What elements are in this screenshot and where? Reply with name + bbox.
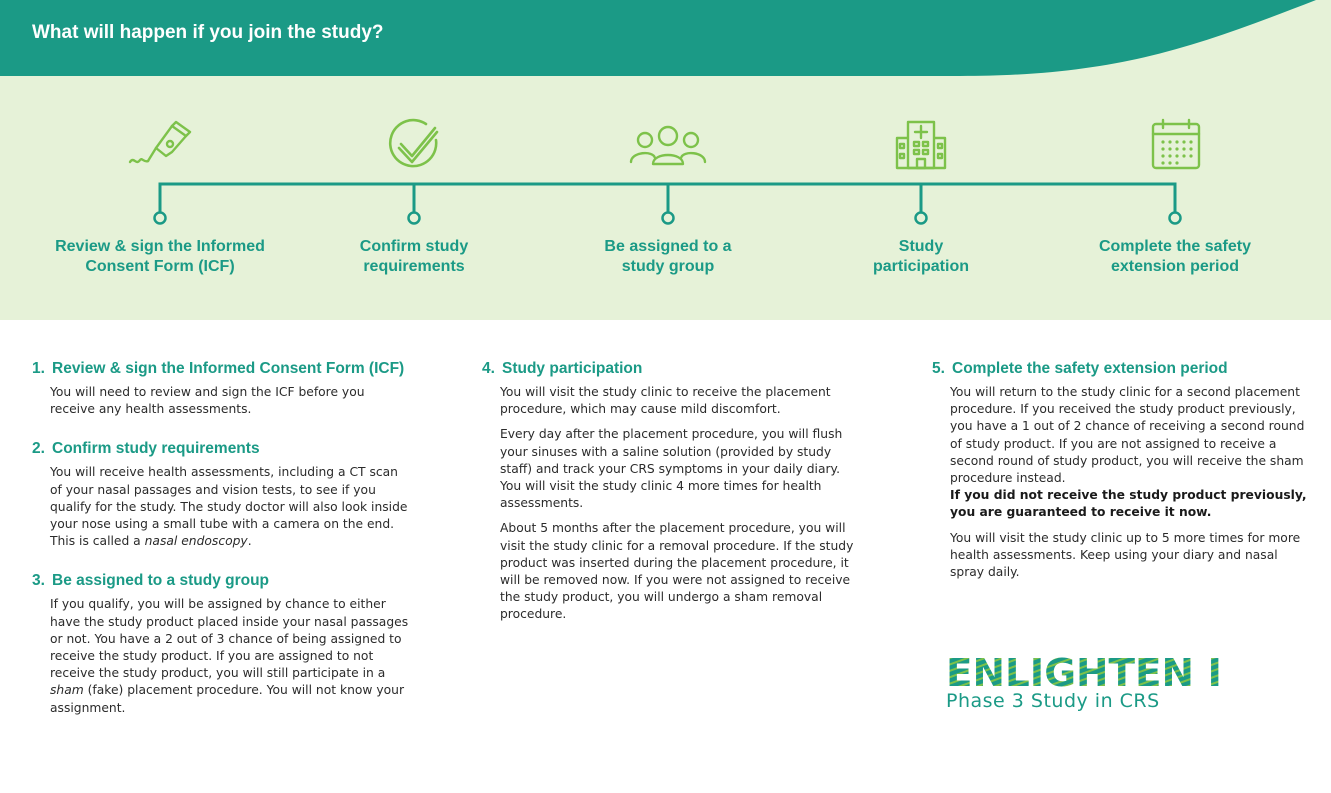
section-paragraph: You will visit the study clinic to receive the placement procedure, which may cause mild discomfort.	[500, 385, 831, 417]
section-heading	[32, 440, 410, 458]
step-label-line: Confirm study	[359, 238, 469, 255]
step-label-line: Consent Form (ICF)	[85, 258, 235, 275]
calendar-icon	[1141, 116, 1211, 176]
section-title: Confirm study requirements	[52, 440, 260, 458]
section-5	[932, 360, 1310, 581]
paragraph-text: You will receive health assessments, including a CT scan of your nasal passages and vision tests, to see if you qualify for the study. The study doctor will also look inside your nose using a small tube with a camera on the end. This is called a	[50, 465, 408, 549]
section-paragraph: About 5 months after the placement procedure, you will visit the study clinic for a removal procedure. If the study product was inserted during the placement procedure, it will be removed now. If you were not assigned to receive the study product, you will undergo a sham removal procedure.	[500, 521, 854, 622]
step-label-line: Complete the safety	[1098, 238, 1252, 255]
column-1	[32, 360, 410, 733]
timeline-step-1-label	[40, 237, 280, 277]
logo-wordmark: ENLIGHTEN I	[946, 652, 1222, 690]
emphasis-text: nasal endoscopy	[144, 534, 248, 549]
step-label-line: extension period	[1110, 258, 1240, 275]
emphasis-text: sham	[50, 683, 84, 698]
section-heading	[32, 572, 410, 590]
timeline-step-2-label	[294, 237, 534, 277]
section-paragraph	[50, 596, 410, 716]
step-label-line: participation	[872, 258, 969, 275]
section-number: 4.	[482, 360, 495, 377]
section-paragraph: You will return to the study clinic for a second placement procedure. If you received the study product previously, you have a 1 out of 2 chance of receiving a second round of study product. If you are not assigned to receive a second round of study product, you will receive the sham procedure instead.	[950, 385, 1305, 486]
timeline-step-5-label	[1055, 237, 1295, 277]
section-paragraph: You will need to review and sign the ICF before you receive any health assessments.	[50, 385, 365, 417]
hospital-building-icon	[886, 116, 956, 176]
section-paragraph	[50, 464, 410, 550]
section-number: 5.	[932, 360, 945, 377]
section-heading	[32, 360, 410, 378]
enlighten-logo	[946, 652, 1224, 690]
timeline-step-3-label	[548, 237, 788, 277]
section-paragraph: Every day after the placement procedure, you will flush your sinuses with a saline solution (provided by study staff) and track your CRS symptoms in your daily diary. You will visit the study clinic 4 more times for health assessments.	[500, 427, 843, 511]
paragraph-text: .	[247, 534, 252, 549]
section-number: 1.	[32, 360, 45, 377]
section-4	[482, 360, 860, 624]
section-heading	[932, 360, 1310, 378]
section-2	[32, 440, 410, 550]
section-title: Review & sign the Informed Consent Form (ICF)	[52, 360, 405, 377]
section-3	[32, 572, 410, 716]
logo-subtitle: Phase 3 Study in CRS	[946, 690, 1160, 712]
people-group-icon	[627, 116, 709, 176]
section-title: Study participation	[502, 360, 643, 377]
column-3	[932, 360, 1310, 597]
step-label-line: study group	[621, 258, 715, 275]
checkmark-circle-icon	[379, 116, 449, 176]
section-paragraph: You will visit the study clinic up to 5 more times for more health assessments. Keep using your diary and nasal spray daily.	[950, 530, 1301, 580]
section-1	[32, 360, 410, 418]
paragraph-text: (fake) placement procedure. You will not know your assignment.	[50, 683, 405, 715]
page-title: What will happen if you join the study?	[32, 22, 384, 43]
section-paragraph-bold: If you did not receive the study product previously, you are guaranteed to receive it now.	[950, 488, 1307, 520]
step-label-line: Study	[898, 238, 944, 255]
timeline-step-4-label	[801, 237, 1041, 277]
section-number: 2.	[32, 440, 45, 458]
section-title: Be assigned to a study group	[52, 572, 270, 590]
step-label-line: requirements	[363, 258, 465, 275]
section-number: 3.	[32, 572, 45, 590]
section-heading	[482, 360, 860, 378]
step-label-line: Be assigned to a	[604, 238, 732, 255]
paragraph-text: If you qualify, you will be assigned by chance to either have the study product placed inside your nasal passages or not. You have a 2 out of 3 chance of being assigned to receive the study product. If you are assigned to not receive the study product, you will still participate in a	[50, 597, 409, 681]
step-label-line: Review & sign the Informed	[55, 238, 265, 255]
section-title: Complete the safety extension period	[952, 360, 1228, 377]
pen-nib-icon	[126, 116, 196, 176]
column-2	[482, 360, 860, 640]
